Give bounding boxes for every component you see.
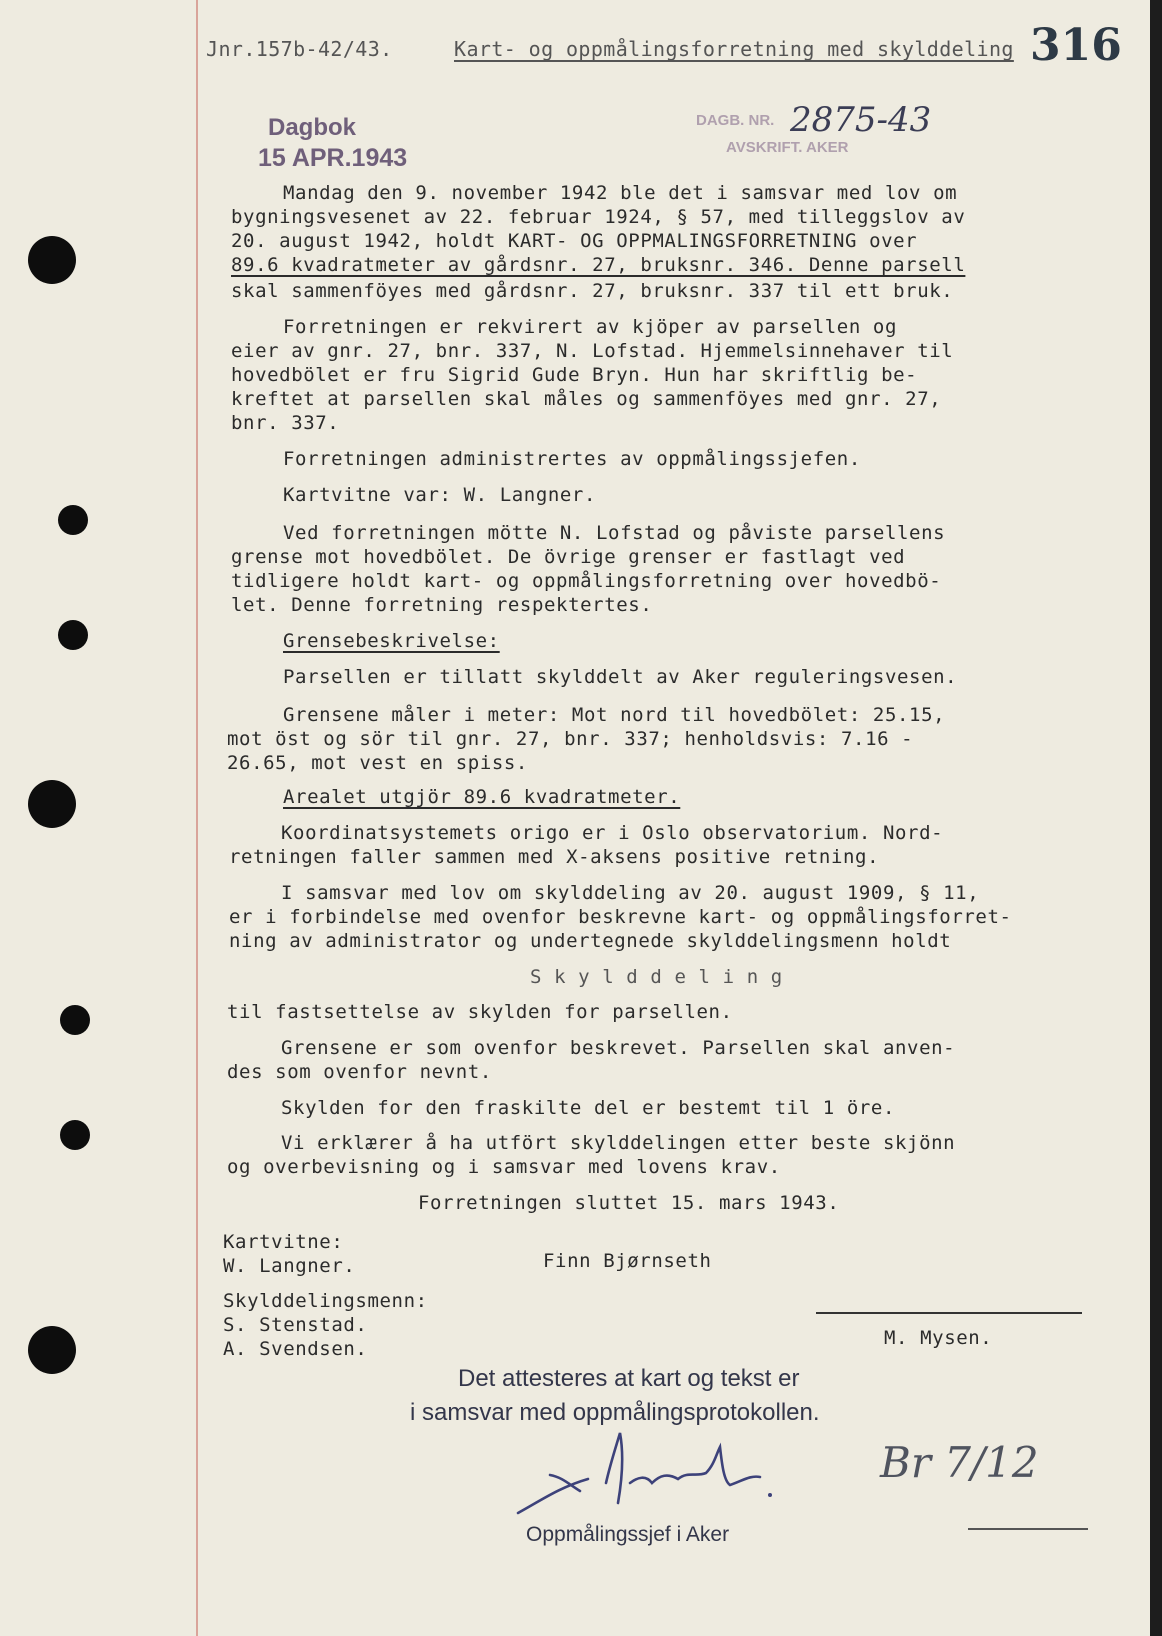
skylddelingsmann-1: S. Stenstad. xyxy=(223,1314,368,1336)
punch-hole xyxy=(28,780,76,828)
body-line: kreftet at parsellen skal måles og sammenföyes med gnr. 27, xyxy=(231,388,942,410)
punch-hole xyxy=(60,1005,90,1035)
body-line: Skylden for den fraskilte del er bestemt til 1 öre. xyxy=(281,1097,895,1119)
initials-underline xyxy=(968,1528,1088,1530)
punch-hole xyxy=(28,236,76,284)
body-line: I samsvar med lov om skylddeling av 20. august 1909, § 11, xyxy=(281,882,980,904)
punch-hole xyxy=(28,1326,76,1374)
document-title: Kart- og oppmålingsforretning med skylddeling xyxy=(454,37,1014,61)
punch-hole xyxy=(60,1120,90,1150)
margin-rule xyxy=(196,0,198,1636)
section-heading: S k y l d d e l i n g xyxy=(530,966,783,988)
dagbok-stamp-date: 15 APR.1943 xyxy=(258,144,408,172)
body-line: skal sammenföyes med gårdsnr. 27, bruksnr. 337 til ett bruk. xyxy=(231,280,954,302)
attestation-line-1: Det attesteres at kart og tekst er xyxy=(458,1365,800,1392)
body-line: tidligere holdt kart- og oppmålingsforretning over hovedbö- xyxy=(231,570,942,592)
body-line: hovedbölet er fru Sigrid Gude Bryn. Hun har skriftlig be- xyxy=(231,364,918,386)
skylddelingsmann-2: A. Svendsen. xyxy=(223,1338,368,1360)
punch-hole xyxy=(58,505,88,535)
body-line: Grensene måler i meter: Mot nord til hovedbölet: 25.15, xyxy=(283,704,946,726)
body-line: 20. august 1942, holdt KART- OG OPPMALINGSFORRETNING over xyxy=(231,230,918,252)
body-line: Kartvitne var: W. Langner. xyxy=(283,484,597,506)
body-line: bnr. 337. xyxy=(231,412,340,434)
body-line: er i forbindelse med ovenfor beskrevne kart- og oppmålingsforret- xyxy=(229,906,1012,928)
page-number: 316 xyxy=(1030,20,1122,71)
body-line: Grensene er som ovenfor beskrevet. Parsellen skal anven- xyxy=(281,1037,956,1059)
section-heading: Grensebeskrivelse: xyxy=(283,630,500,652)
kartvitne-name: W. Langner. xyxy=(223,1255,356,1277)
kartvitne-label: Kartvitne: xyxy=(223,1231,344,1253)
body-line: let. Denne forretning respektertes. xyxy=(231,594,653,616)
handwritten-initials: Br 7/12 xyxy=(880,1438,1039,1487)
handwritten-signature xyxy=(510,1425,780,1525)
body-line: til fastsettelse av skylden for parsellen. xyxy=(227,1001,733,1023)
skylddelingsmann-3: M. Mysen. xyxy=(884,1327,993,1349)
skylddelingsmenn-label: Skylddelingsmenn: xyxy=(223,1290,428,1312)
body-line: Forretningen administrertes av oppmålingssjefen. xyxy=(283,448,861,470)
body-line: Vi erklærer å ha utfört skylddelingen etter beste skjönn xyxy=(281,1132,956,1154)
body-line: 89.6 kvadratmeter av gårdsnr. 27, bruksnr. 346. Denne parsell xyxy=(231,254,966,276)
body-line: retningen faller sammen med X-aksens positive retning. xyxy=(229,846,880,868)
body-line: Parsellen er tillatt skylddelt av Aker reguleringsvesen. xyxy=(283,666,958,688)
dagbok-stamp-label: Dagbok xyxy=(268,114,357,141)
body-line: Forretningen er rekvirert av kjöper av parsellen og xyxy=(283,316,897,338)
dagb-nr-label: DAGB. NR. xyxy=(696,112,775,129)
body-line: ning av administrator og undertegnede skylddelingsmenn holdt xyxy=(229,930,952,952)
administrator-name: Finn Bjørnseth xyxy=(543,1250,712,1272)
body-line: og overbevisning og i samsvar med lovens krav. xyxy=(227,1156,781,1178)
dagb-nr-value: 2875-43 xyxy=(790,100,932,140)
body-line: Ved forretningen mötte N. Lofstad og påviste parsellens xyxy=(283,522,946,544)
signature-line xyxy=(816,1312,1082,1314)
body-line: des som ovenfor nevnt. xyxy=(227,1061,492,1083)
body-line: mot öst og sör til gnr. 27, bnr. 337; henholdsvis: 7.16 - xyxy=(227,728,914,750)
body-line: grense mot hovedbölet. De övrige grenser er fastlagt ved xyxy=(231,546,906,568)
body-line: Koordinatsystemets origo er i Oslo observatorium. Nord- xyxy=(281,822,944,844)
body-line: Mandag den 9. november 1942 ble det i samsvar med lov om xyxy=(283,182,958,204)
closing-line: Forretningen sluttet 15. mars 1943. xyxy=(418,1192,840,1214)
body-line: 26.65, mot vest en spiss. xyxy=(227,752,528,774)
oppmalingssjef-role: Oppmålingssjef i Aker xyxy=(526,1523,730,1546)
journal-number: Jnr.157b-42/43. xyxy=(206,37,393,61)
attestation-line-2: i samsvar med oppmålingsprotokollen. xyxy=(410,1399,820,1426)
punch-hole xyxy=(58,620,88,650)
avskrift-stamp: AVSKRIFT. AKER xyxy=(726,139,849,156)
body-line: bygningsvesenet av 22. februar 1924, § 57, med tilleggslov av xyxy=(231,206,966,228)
area-statement: Arealet utgjör 89.6 kvadratmeter. xyxy=(283,786,681,808)
body-line: eier av gnr. 27, bnr. 337, N. Lofstad. Hjemmelsinnehaver til xyxy=(231,340,954,362)
